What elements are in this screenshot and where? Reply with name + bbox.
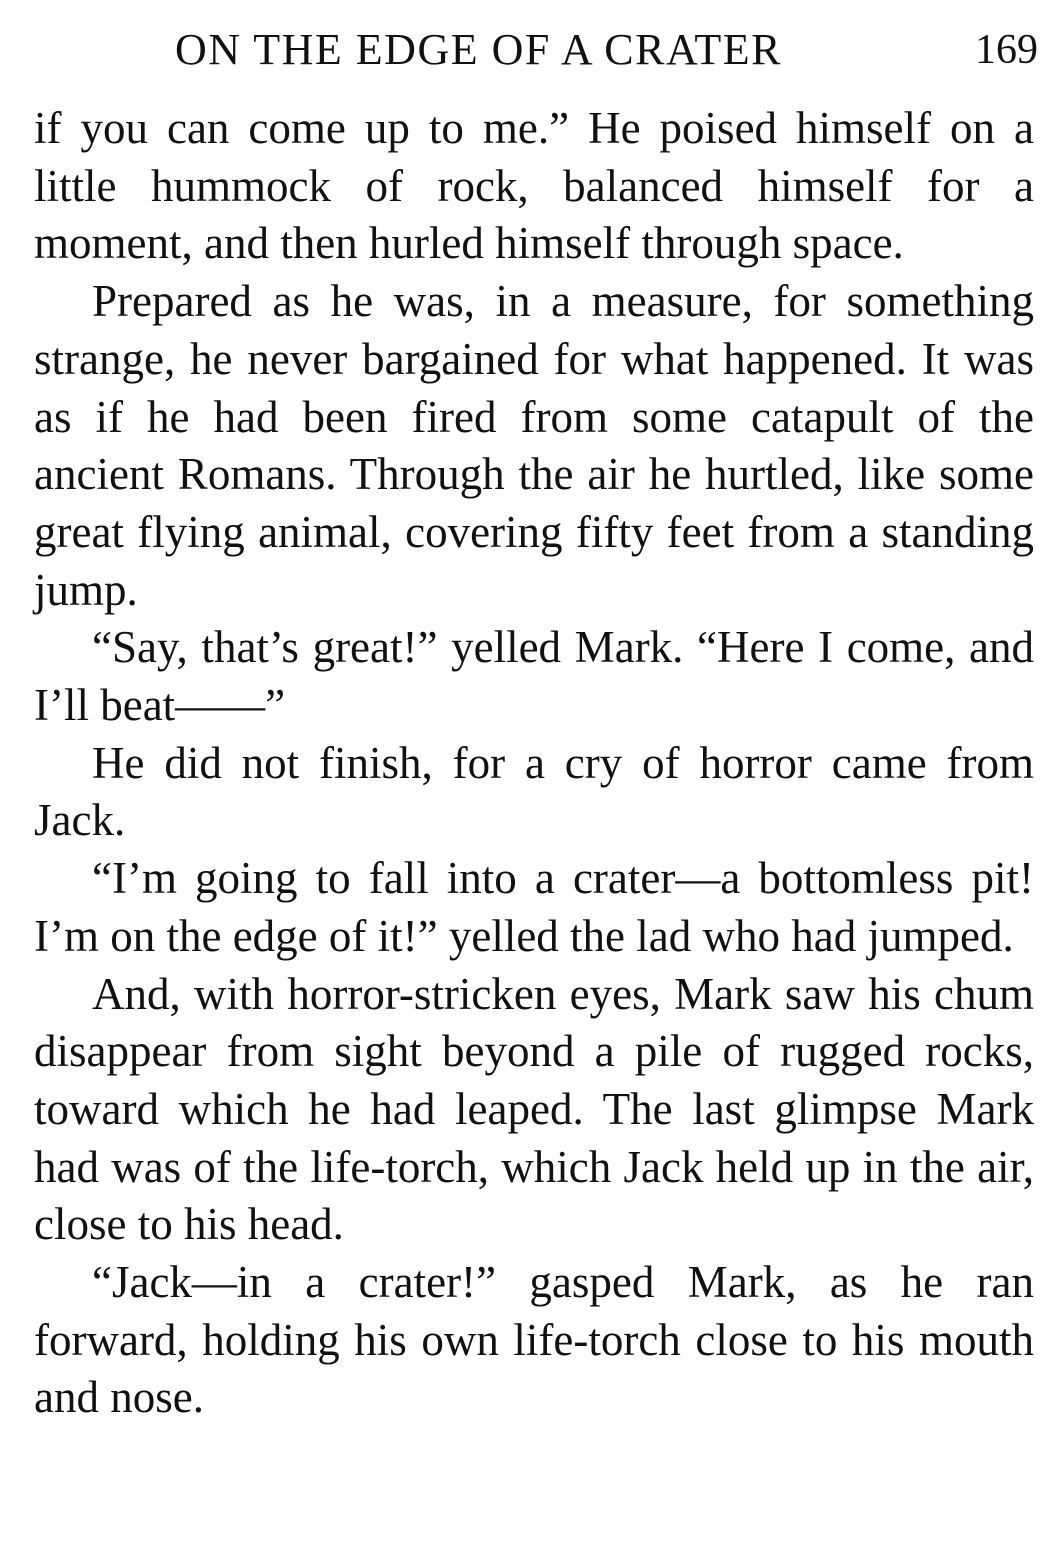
paragraph: “Jack—in a crater!” gasped Mark, as he ran forward, holding his own life-torch close to his mouth and nose. bbox=[34, 1257, 1034, 1423]
paragraph: “Say, that’s great!” yelled Mark. “Here I come, and I’ll beat——” bbox=[34, 622, 1034, 731]
paragraph: He did not finish, for a cry of horror came from Jack. bbox=[34, 737, 1034, 846]
paragraph: “I’m going to fall into a crater—a bottomless pit! I’m on the edge of it!” yelled the lad who had jumped. bbox=[34, 853, 1034, 961]
chapter-running-title: ON THE EDGE OF A CRATER bbox=[175, 25, 782, 74]
body-text bbox=[34, 100, 1034, 1427]
page-number: 169 bbox=[975, 27, 1038, 73]
running-head bbox=[0, 22, 1056, 78]
paragraph: Prepared as he was, in a measure, for something strange, he never bargained for what happened. It was as if he had been fired from some catapult of the ancient Romans. Through the air he hurtled, like some great flying animal, covering fifty feet from a standing jump. bbox=[34, 276, 1034, 615]
paragraph: And, with horror-stricken eyes, Mark saw his chum disappear from sight beyond a pile of rugged rocks, toward which he had leaped. The last glimpse Mark had was of the life-torch, which Jack held up in the air, close to his head. bbox=[34, 968, 1034, 1250]
paragraph-continuation: if you can come up to me.” He poised himself on a little hummock of rock, balanced himself for a moment, and then hurled himself through space. bbox=[34, 103, 1034, 269]
